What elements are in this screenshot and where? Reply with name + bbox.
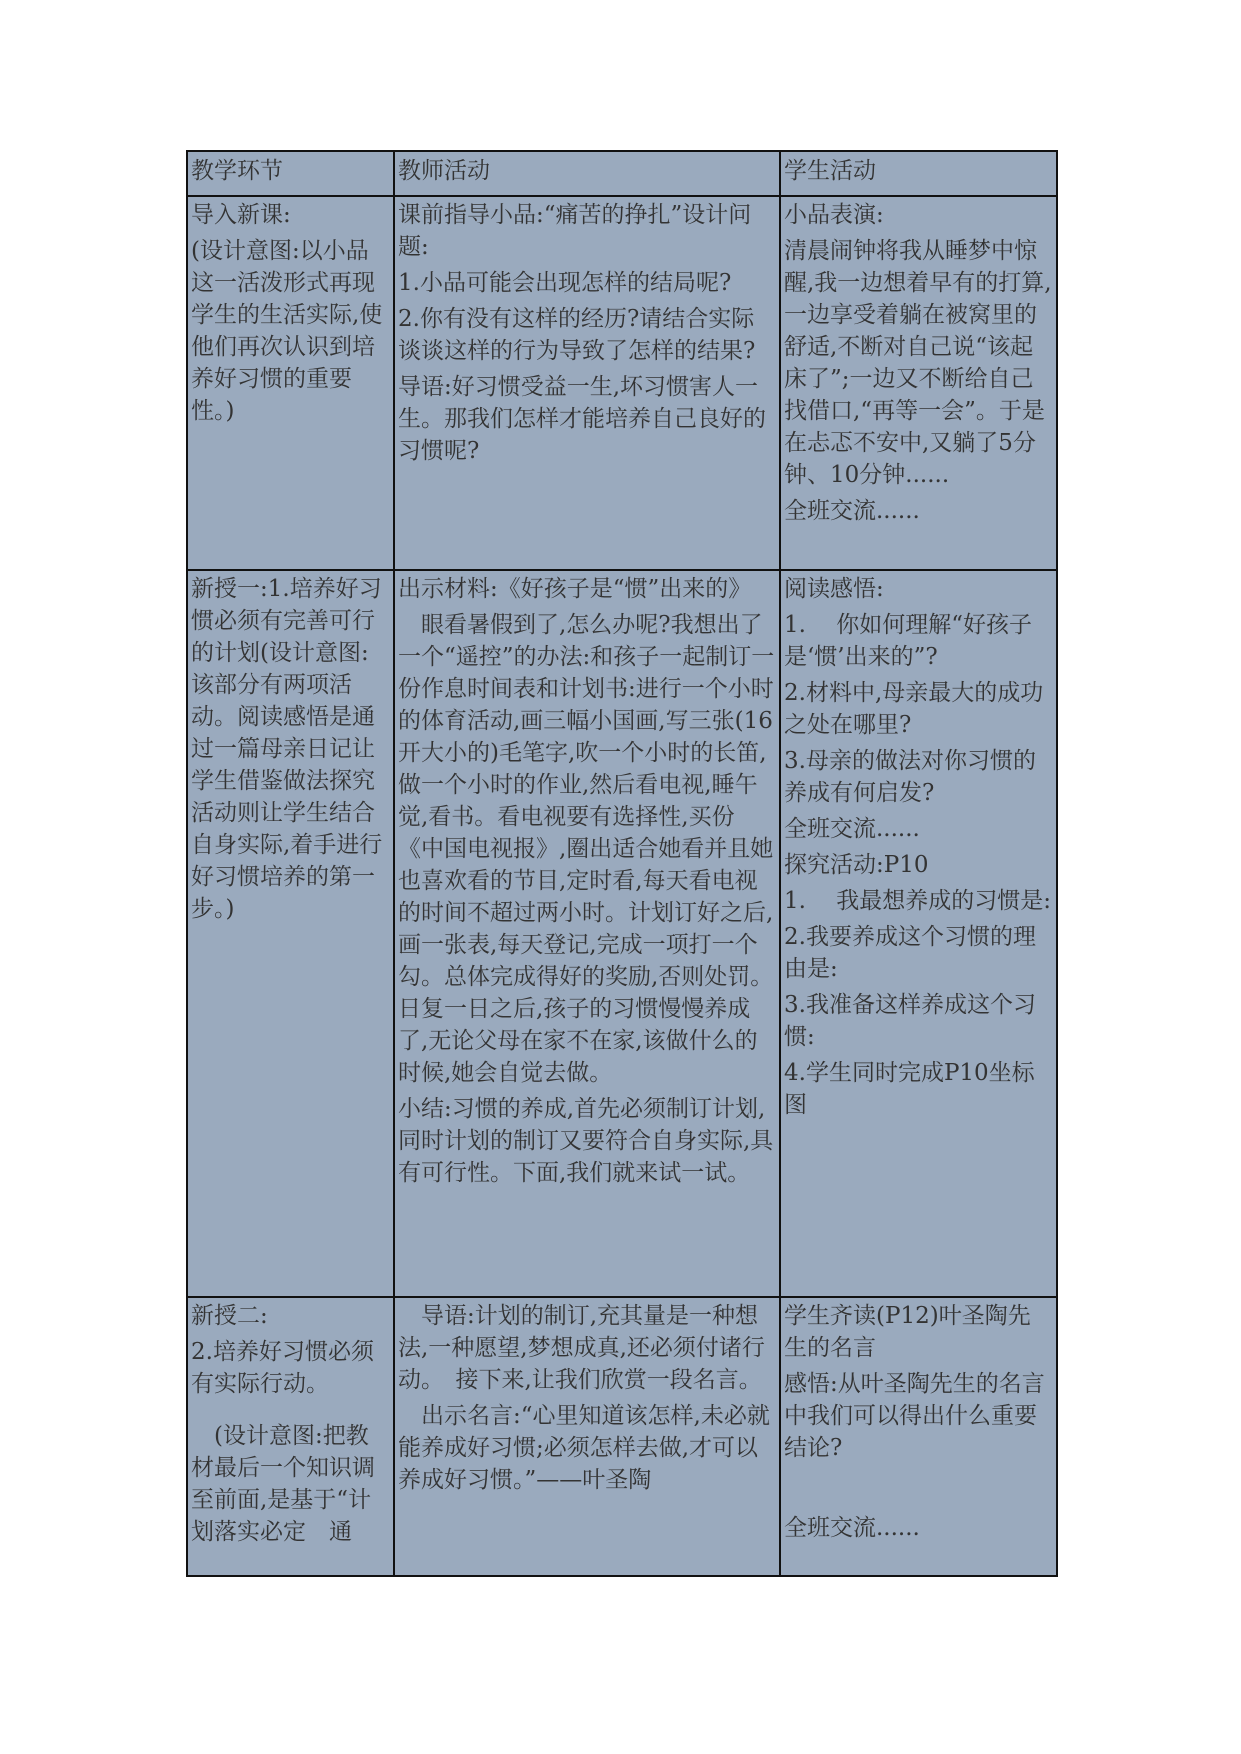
- teacher-cell: [394, 196, 780, 570]
- spacer: [191, 1404, 390, 1420]
- teacher-paragraph: 课前指导小品:“痛苦的挣扎”设计问题:: [398, 202, 752, 260]
- design-intent: (设计意图:以小品这一活泼形式再现学生的生活实际,使他们再次认识到培养好习惯的重要性。): [191, 238, 383, 424]
- header-student-activity: 学生活动: [780, 151, 1057, 196]
- teacher-paragraph: 眼看暑假到了,怎么办呢?我想出了一个“遥控”的办法:和孩子一起制订一份作息时间表和计划书:进行一个小时的体育活动,画三幅小国画,写三张(16开大小的)毛笔字,吹一个小时的长笛,做一个小时的作业,然后看电视,睡午觉,看书。看电视要有选择性,买份《中国电视报》,圈出适合她看并且她也喜欢看的节目,定时看,每天看电视的时间不超过两小时。计划订好之后,画一张表,每天登记,完成一项打一个勾。总体完成得好的奖励,否则处罚。日复一日之后,孩子的习惯慢慢养成了,无论父母在家不在家,该做什么的时候,她会自觉去做。: [398, 612, 775, 1086]
- student-cell: [780, 1297, 1057, 1576]
- table-row: [187, 1297, 1057, 1576]
- teacher-paragraph: 导语:好习惯受益一生,坏习惯害人一生。那我们怎样才能培养自己良好的习惯呢?: [398, 374, 766, 464]
- lesson-plan-table: [186, 150, 1058, 1577]
- student-cell: [780, 196, 1057, 570]
- student-paragraph: 3.母亲的做法对你习惯的养成有何启发?: [784, 748, 1036, 806]
- stage-title: 新授二:: [191, 1303, 268, 1329]
- student-paragraph: 4.学生同时完成P10坐标图: [784, 1060, 1035, 1118]
- student-paragraph: 2.我要养成这个习惯的理由是:: [784, 924, 1036, 982]
- student-paragraph: 感悟:从叶圣陶先生的名言中我们可以得出什么重要结论?: [784, 1371, 1045, 1461]
- stage-title: 导入新课:: [191, 202, 291, 228]
- design-intent: (设计意图:把教材最后一个知识调至前面,是基于“计划落实必定 通: [191, 1423, 375, 1545]
- student-paragraph: 小品表演:: [784, 202, 884, 228]
- table-row: [187, 196, 1057, 570]
- teacher-paragraph: 出示材料:《好孩子是“惯”出来的》: [398, 576, 752, 602]
- student-paragraph: 全班交流......: [784, 816, 920, 842]
- student-paragraph: 清晨闹钟将我从睡梦中惊醒,我一边想着早有的打算,一边享受着躺在被窝里的舒适,不断对自己说“该起床了”;一边又不断给自己找借口,“再等一会”。于是在忐忑不安中,又躺了5分钟、10分钟......: [784, 238, 1052, 488]
- table-header-row: [187, 151, 1057, 196]
- stage-cell: [187, 570, 394, 1297]
- student-paragraph: 3.我准备这样养成这个习惯:: [784, 992, 1036, 1050]
- teacher-paragraph: 导语:计划的制订,充其量是一种想法,一种愿望,梦想成真,还必须付诸行动。 接下来,让我们欣赏一段名言。: [398, 1303, 765, 1393]
- student-paragraph: 1. 你如何理解“好孩子是‘惯’出来的”?: [784, 612, 1033, 670]
- teacher-paragraph: 1.小品可能会出现怎样的结局呢?: [398, 270, 732, 296]
- student-paragraph: 学生齐读(P12)叶圣陶先生的名言: [784, 1303, 1031, 1361]
- stage-cell: [187, 1297, 394, 1576]
- stage-title: 新授一:1.培养好习惯必须有完善可行的计划(设计意图:该部分有两项活动。阅读感悟是通过一篇母亲日记让学生借鉴做法探究活动则让学生结合自身实际,着手进行好习惯培养的第一步。): [191, 576, 383, 922]
- teacher-paragraph: 2.你有没有这样的经历?请结合实际谈谈这样的行为导致了怎样的结果?: [398, 306, 756, 364]
- table-row: [187, 570, 1057, 1297]
- student-paragraph: 2.材料中,母亲最大的成功之处在哪里?: [784, 680, 1044, 738]
- student-paragraph: 1. 我最想养成的习惯是:: [784, 888, 1052, 914]
- student-paragraph: 全班交流......: [784, 498, 920, 524]
- stage-cell: [187, 196, 394, 570]
- header-teacher-activity: 教师活动: [394, 151, 780, 196]
- teacher-cell: [394, 570, 780, 1297]
- student-paragraph: 全班交流......: [784, 1515, 920, 1541]
- teacher-paragraph: 小结:习惯的养成,首先必须制订计划,同时计划的制订又要符合自身实际,具有可行性。下面,我们就来试一试。: [398, 1096, 774, 1186]
- teacher-cell: [394, 1297, 780, 1576]
- student-paragraph: 阅读感悟:: [784, 576, 884, 602]
- teacher-paragraph: 出示名言:“心里知道该怎样,未必就能养成好习惯;必须怎样去做,才可以养成好习惯。”——叶圣陶: [398, 1403, 770, 1493]
- header-teaching-stage: 教学环节: [187, 151, 394, 196]
- spacer: [784, 1468, 1053, 1512]
- stage-goal: 2.培养好习惯必须有实际行动。: [191, 1339, 374, 1397]
- student-paragraph: 探究活动:P10: [784, 852, 929, 878]
- student-cell: [780, 570, 1057, 1297]
